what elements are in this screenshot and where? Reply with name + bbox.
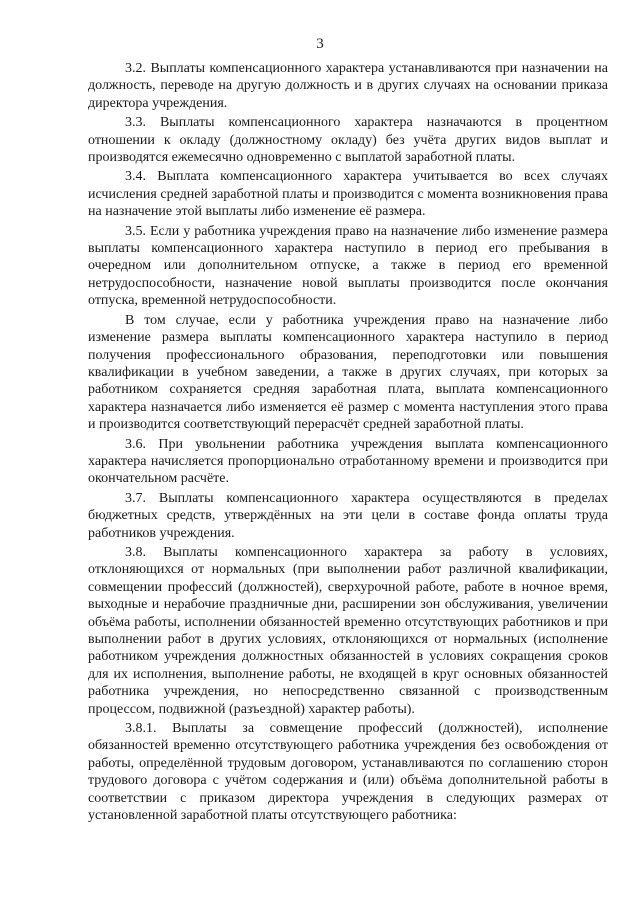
- document-body: [88, 60, 608, 826]
- paragraph-3-2: 3.2. Выплаты компенсационного характера устанавливаются при назначении на должность, переводе на другую должность и в других случаях на основании приказа директора учреждения.: [88, 61, 608, 111]
- page-number: 3: [316, 36, 324, 52]
- paragraph-3-4: 3.4. Выплата компенсационного характера учитывается во всех случаях исчисления средней заработной платы и производится с момента возникновения права на назначение этой выплаты либо изменение её размера.: [88, 169, 608, 220]
- paragraph-3-8: 3.8. Выплаты компенсационного характера за работу в условиях, отклоняющихся от нормальных (при выполнении работ различной квалификации, совмещении профессий (должностей), сверхурочной работе, работе в ночное время, выходные и нерабочие праздничные дни, расширении зон обслуживания, увеличении объёма работы, исполнении обязанностей временно отсутствующих работников и при выполнении работ в других условиях, отклоняющихся от нормальных (исполнение работником учреждения должностных обязанностей в условиях сокращения сроков для их исполнения, выполнение работы, не входящей в круг основных обязанностей работника учреждения, но непосредственно связанной с производственным процессом, подвижной (разъездной) характер работы).: [88, 544, 608, 717]
- paragraph-3-8-1: 3.8.1. Выплаты за совмещение профессий (должностей), исполнение обязанностей временно отсутствующего работника учреждения без освобождения от работы, определённой трудовым договором, устанавливаются по соглашению сторон трудового договора с учётом содержания и (или) объёма дополнительной работы в соответствии с приказом директора учреждения в следующих размерах от установленной заработной платы отсутствующего работника:: [88, 721, 608, 824]
- paragraph-3-6: 3.6. При увольнении работника учреждения выплата компенсационного характера начисляется пропорционально отработанному времени и производится при окончательном расчёте.: [88, 436, 608, 487]
- paragraph-3-5-continued: В том случае, если у работника учреждения право на назначение либо изменение размера выплаты компенсационного характера наступило в период получения профессионального образования, переподготовки или повышения квалификации в учебном заведении, а также в других случаях, при которых за работником сохраняется средняя заработная плата, выплата компенсационного характера назначается либо изменяется её размер с момента наступления этого права и производится соответствующий перерасчёт средней заработной платы.: [88, 312, 608, 433]
- paragraph-3-7: 3.7. Выплаты компенсационного характера осуществляются в пределах бюджетных средств, утверждённых на эти цели в составе фонда оплаты труда работников учреждения.: [88, 490, 608, 541]
- paragraph-3-5: 3.5. Если у работника учреждения право на назначение либо изменение размера выплаты компенсационного характера наступило в период его пребывания в очередном или дополнительном отпуске, а также в период его временной нетрудоспособности, назначение новой выплаты производится после окончания отпуска, временной нетрудоспособности.: [88, 223, 608, 309]
- paragraph-3-3: 3.3. Выплаты компенсационного характера назначаются в процентном отношении к окладу (должностному окладу) без учёта других видов выплат и производятся ежемесячно одновременно с выплатой заработной платы.: [88, 115, 608, 166]
